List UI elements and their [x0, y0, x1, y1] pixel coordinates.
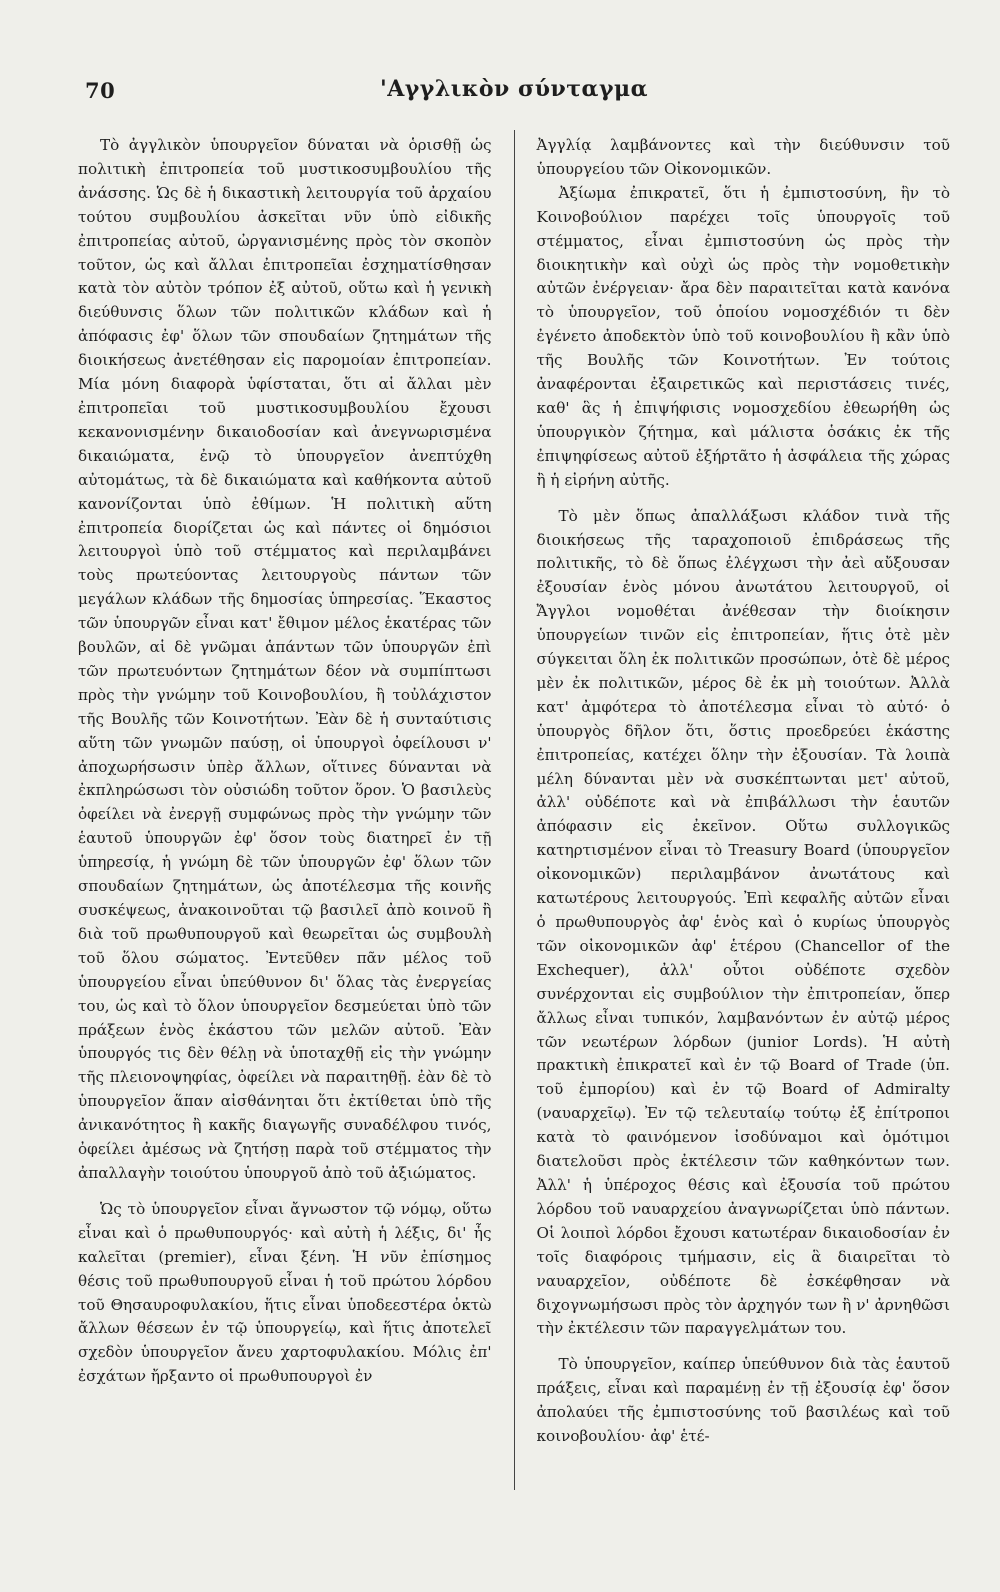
right-paragraph-1: Ἀγγλίᾳ λαμβάνοντες καὶ τὴν διεύθυνσιν τοῦ ὑπουργείου τῶν Οἰκονομικῶν. — [536, 136, 950, 178]
left-column — [78, 134, 492, 1490]
right-paragraph-2: Ἀξίωμα ἐπικρατεῖ, ὅτι ἡ ἐμπιστοσύνη, ἣν τὸ Κοινοβούλιον παρέχει τοῖς ὑπουργοῖς τοῦ στέμματος, εἶναι ἐμπιστοσύνη ὡς πρὸς τὴν διοικητικὴν καὶ οὐχὶ ὡς πρὸς τὴν νομοθετικὴν αὐτῶν ἐνέργειαν· ἄρα δὲν παραιτεῖται κατὰ κανόνα τὸ ὑπουργεῖον, τοῦ ὁποίου νομοσχέδιόν τι δὲν ἐγένετο ἀποδεκτὸν ὑπὸ τοῦ κοινοβουλίου ἢ κἂν ὑπὸ τῆς Βουλῆς τῶν Κοινοτήτων. Ἐν τούτοις ἀναφέρονται ἐξαιρετικῶς καὶ περιστάσεις τινές, καθ' ἃς ἡ ἐπιψήφισις νομοσχεδίου ἐθεωρήθη ὡς ὑπουργικὸν ζήτημα, καὶ μάλιστα ὁσάκις ἐκ τῆς ἐπιψηφίσεως αὐτοῦ ἐξήρτᾶτο ἡ ἀσφάλεια τῆς χώρας ἢ ἡ εἰρήνη αὐτῆς. — [536, 183, 950, 489]
right-column — [537, 134, 951, 1490]
page-header — [78, 72, 950, 112]
right-paragraph-4: Τὸ ὑπουργεῖον, καίπερ ὑπεύθυνον διὰ τὰς ἑαυτοῦ πράξεις, εἶναι καὶ παραμένῃ ἐν τῇ ἐξουσίᾳ ἐφ' ὅσον ἀπολαύει τῆς ἐμπιστοσύνης τοῦ βασιλέως καὶ τοῦ κοινοβουλίου· ἀφ' ἑτέ- — [536, 1355, 950, 1446]
text-columns — [78, 134, 950, 1490]
column-divider — [514, 130, 515, 1490]
left-paragraph-2: Ὡς τὸ ὑπουργεῖον εἶναι ἄγνωστον τῷ νόμῳ, οὕτω εἶναι καὶ ὁ πρωθυπουργός· καὶ αὐτὴ ἡ λέξις, δι' ἧς καλεῖται (premier), εἶναι ξένη. Ἡ νῦν ἐπίσημος θέσις τοῦ πρωθυπουργοῦ εἶναι ἡ τοῦ πρώτου λόρδου τοῦ Θησαυροφυλακίου, ἥτις εἶναι ὑποδεεστέρα ὀκτὼ ἄλλων θέσεων ἐν τῷ ὑπουργείῳ, καὶ ἥτις ἀποτελεῖ σχεδὸν ὑπουργεῖον ἄνευ χαρτοφυλακίου. Μόλις ἐπ' ἐσχάτων ἤρξαντο οἱ πρωθυπουργοὶ ἐν — [78, 1199, 492, 1386]
page-number: 70 — [85, 78, 116, 103]
right-paragraph-3: Τὸ μὲν ὅπως ἀπαλλάξωσι κλάδον τινὰ τῆς διοικήσεως τῆς ταραχοποιοῦ ἐπιδράσεως τῆς πολιτικῆς, τὸ δὲ ὅπως ἐλέγχωσι τὴν ἀεὶ αὔξουσαν ἐξουσίαν ἑνὸς μόνου ἀνωτάτου λειτουργοῦ, οἱ Ἄγγλοι νομοθέται ἀνέθεσαν τὴν διοίκησιν ὑπουργείων τινῶν εἰς ἐπιτροπείαν, ἥτις ὁτὲ μὲν σύγκειται ὅλη ἐκ πολιτικῶν προσώπων, ὁτὲ δὲ μέρος μὲν ἐκ πολιτικῶν, μέρος δὲ ἐκ μὴ τοιούτων. Ἀλλὰ κατ' ἀμφότερα τὸ ἀποτέλεσμα εἶναι τὸ αὐτό· ὁ ὑπουργὸς δῆλον ὅτι, ὅστις προεδρεύει ἑκάστης ἐπιτροπείας, κατέχει ὅλην τὴν ἐξουσίαν. Τὰ λοιπὰ μέλη δύνανται μὲν νὰ συσκέπτωνται μετ' αὐτοῦ, ἀλλ' οὐδέποτε καὶ νὰ ἐπιβάλλωσι τὴν ἑαυτῶν ἀπόφασιν εἰς ἐκεῖνον. Οὕτω συλλογικῶς κατηρτισμένον εἶναι τὸ Treasury Board (ὑπουργεῖον οἰκονομικῶν) περιλαμβάνον ἀνωτάτους καὶ κατωτέρους λειτουργούς. Ἐπὶ κεφαλῆς αὐτῶν εἶναι ὁ πρωθυπουργὸς ἀφ' ἑνὸς καὶ ὁ κυρίως ὑπουργὸς τῶν οἰκονομικῶν ἀφ' ἑτέρου (Chancellor of the Exchequer), ἀλλ' οὗτοι οὐδέποτε σχεδὸν συνέρχονται εἰς συμβούλιον τὴν ἐπιτροπείαν, ὅπερ ἄλλως εἶναι τυπικόν, λαμβανόντων ἐν αὐτῷ μέρος τῶν νεωτέρων λόρδων (junior Lords). Ἡ αὐτὴ πρακτικὴ ἐπικρατεῖ καὶ ἐν τῷ Board of Trade (ὑπ. τοῦ ἐμπορίου) καὶ ἐν τῷ Board of Admiralty (ναυαρχεῖῳ). Ἐν τῷ τελευταίῳ τούτῳ ἐξ ἐπίτροποι κατὰ τὸ φαινόμενον ἰσοδύναμοι καὶ ὁμότιμοι διατελοῦσι πρὸς ἐκτέλεσιν τῶν καθηκόντων των. Ἀλλ' ἡ ὑπέροχος θέσις καὶ ἐξουσία τοῦ πρώτου λόρδου τοῦ ναυαρχείου ἀναγνωρίζεται ὑπὸ πάντων. Οἱ λοιποὶ λόρδοι ἔχουσι κατωτέραν δικαιοδοσίαν ἐν τοῖς διαφόροις τμήμασιν, εἰς ἃ διαιρεῖται τὸ ναυαρχεῖον, οὐδέποτε δὲ ἐσκέφθησαν νὰ διχογνωμήσωσι πρὸς τὸν ἀρχηγόν των ἢ ν' ἀρνηθῶσι τὴν ἐκτέλεσιν τῶν παραγγελμάτων του. — [536, 506, 950, 1338]
left-paragraph-1: Τὸ ἀγγλικὸν ὑπουργεῖον δύναται νὰ ὁρισθῇ ὡς πολιτικὴ ἐπιτροπεία τοῦ μυστικοσυμβουλίου τῆς ἀνάσσης. Ὡς δὲ ἡ δικαστικὴ λειτουργία τοῦ ἀρχαίου τούτου συμβουλίου ἀσκεῖται νῦν ὑπὸ εἰδικῆς ἐπιτροπείας αὐτοῦ, ὠργανισμένης πρὸς τὸν σκοπὸν τοῦτον, ὡς καὶ ἄλλαι ἐπιτροπεῖαι ἐσχηματίσθησαν κατὰ τὸν αὐτὸν τρόπον ἐξ αὐτοῦ, οὕτω καὶ ἡ γενικὴ διεύθυνσις ὅλων τῶν πολιτικῶν κλάδων καὶ ἡ ἀπόφασις ἐφ' ὅλων τῶν σπουδαίων ζητημάτων τῆς διοικήσεως ἀνετέθησαν εἰς παρομοίαν ἐπιτροπείαν. Μία μόνη διαφορὰ ὑφίσταται, ὅτι αἱ ἄλλαι μὲν ἐπιτροπεῖαι τοῦ μυστικοσυμβουλίου ἔχουσι κεκανονισμένην δικαιοδοσίαν καὶ ἀνεγνωρισμένα δικαιώματα, ἐνῷ τὸ ὑπουργεῖον ἀνεπτύχθη αὐτομάτως, τὰ δὲ δικαιώματα καὶ καθήκοντα αὐτοῦ κανονίζονται ὑπὸ ἐθίμων. Ἡ πολιτικὴ αὕτη ἐπιτροπεία διορίζεται ὡς καὶ πάντες οἱ δημόσιοι λειτουργοὶ ὑπὸ τοῦ στέμματος καὶ περιλαμβάνει τοὺς πρωτεύοντας λειτουργοὺς πάντων τῶν μεγάλων κλάδων τῆς δημοσίας ὑπηρεσίας. Ἕκαστος τῶν ὑπουργῶν εἶναι κατ' ἔθιμον μέλος ἑκατέρας τῶν βουλῶν, αἱ δὲ γνῶμαι ἁπάντων τῶν ὑπουργῶν ἐπὶ τῶν πρωτευόντων ζητημάτων δέον νὰ συμπίπτωσι πρὸς τὴν γνώμην τοῦ Κοινοβουλίου, ἢ τοὐλάχιστον τῆς Βουλῆς τῶν Κοινοτήτων. Ἐὰν δὲ ἡ συνταύτισις αὕτη τῶν γνωμῶν παύσῃ, οἱ ὑπουργοὶ ὀφείλουσι ν' ἀποχωρήσωσιν ὑπὲρ ἄλλων, οἵτινες δύνανται νὰ ἐκπληρώσωσι τὸν οὐσιώδη τοῦτον ὅρον. Ὁ βασιλεὺς ὀφείλει νὰ ἐνεργῇ συμφώνως πρὸς τὴν γνώμην τῶν ἑαυτοῦ ὑπουργῶν ἐφ' ὅσον τοὺς διατηρεῖ ἐν τῇ ὑπηρεσίᾳ, ἡ γνώμη δὲ τῶν ὑπουργῶν ἐφ' ὅλων τῶν σπουδαίων ζητημάτων, ὡς ἀποτέλεσμα τῆς κοινῆς συσκέψεως, ἀνακοινοῦται τῷ βασιλεῖ ἀπὸ κοινοῦ ἢ διὰ τοῦ πρωθυπουργοῦ καὶ θεωρεῖται ὡς συμβουλὴ τοῦ ὅλου σώματος. Ἐντεῦθεν πᾶν μέλος τοῦ ὑπουργείου εἶναι ὑπεύθυνον δι' ὅλας τὰς ἐνεργείας του, ὡς καὶ τὸ ὅλον ὑπουργεῖον δεσμεύεται ὑπὸ τῶν πράξεων ἑνὸς ἑκάστου τῶν μελῶν αὐτοῦ. Ἐὰν ὑπουργός τις δὲν θέλῃ νὰ ὑποταχθῇ εἰς τὴν γνώμην τῆς πλειονοψηφίας, ὀφείλει νὰ παραιτηθῇ. ἐὰν δὲ τὸ ὑπουργεῖον ἅπαν αἰσθάνηται ὅτι ἐκτίθεται ὑπὸ τῆς ἀνικανότητος ἢ κακῆς διαγωγῆς συναδέλφου τινός, ὀφείλει ἀμέσως νὰ ζητήσῃ παρὰ τοῦ στέμματος τὴν ἀπαλλαγὴν τοιούτου ὑπουργοῦ ἀπὸ τοῦ ἀξιώματος. — [78, 136, 492, 1182]
running-title: 'Αγγλικὸν σύνταγμα — [379, 76, 649, 102]
